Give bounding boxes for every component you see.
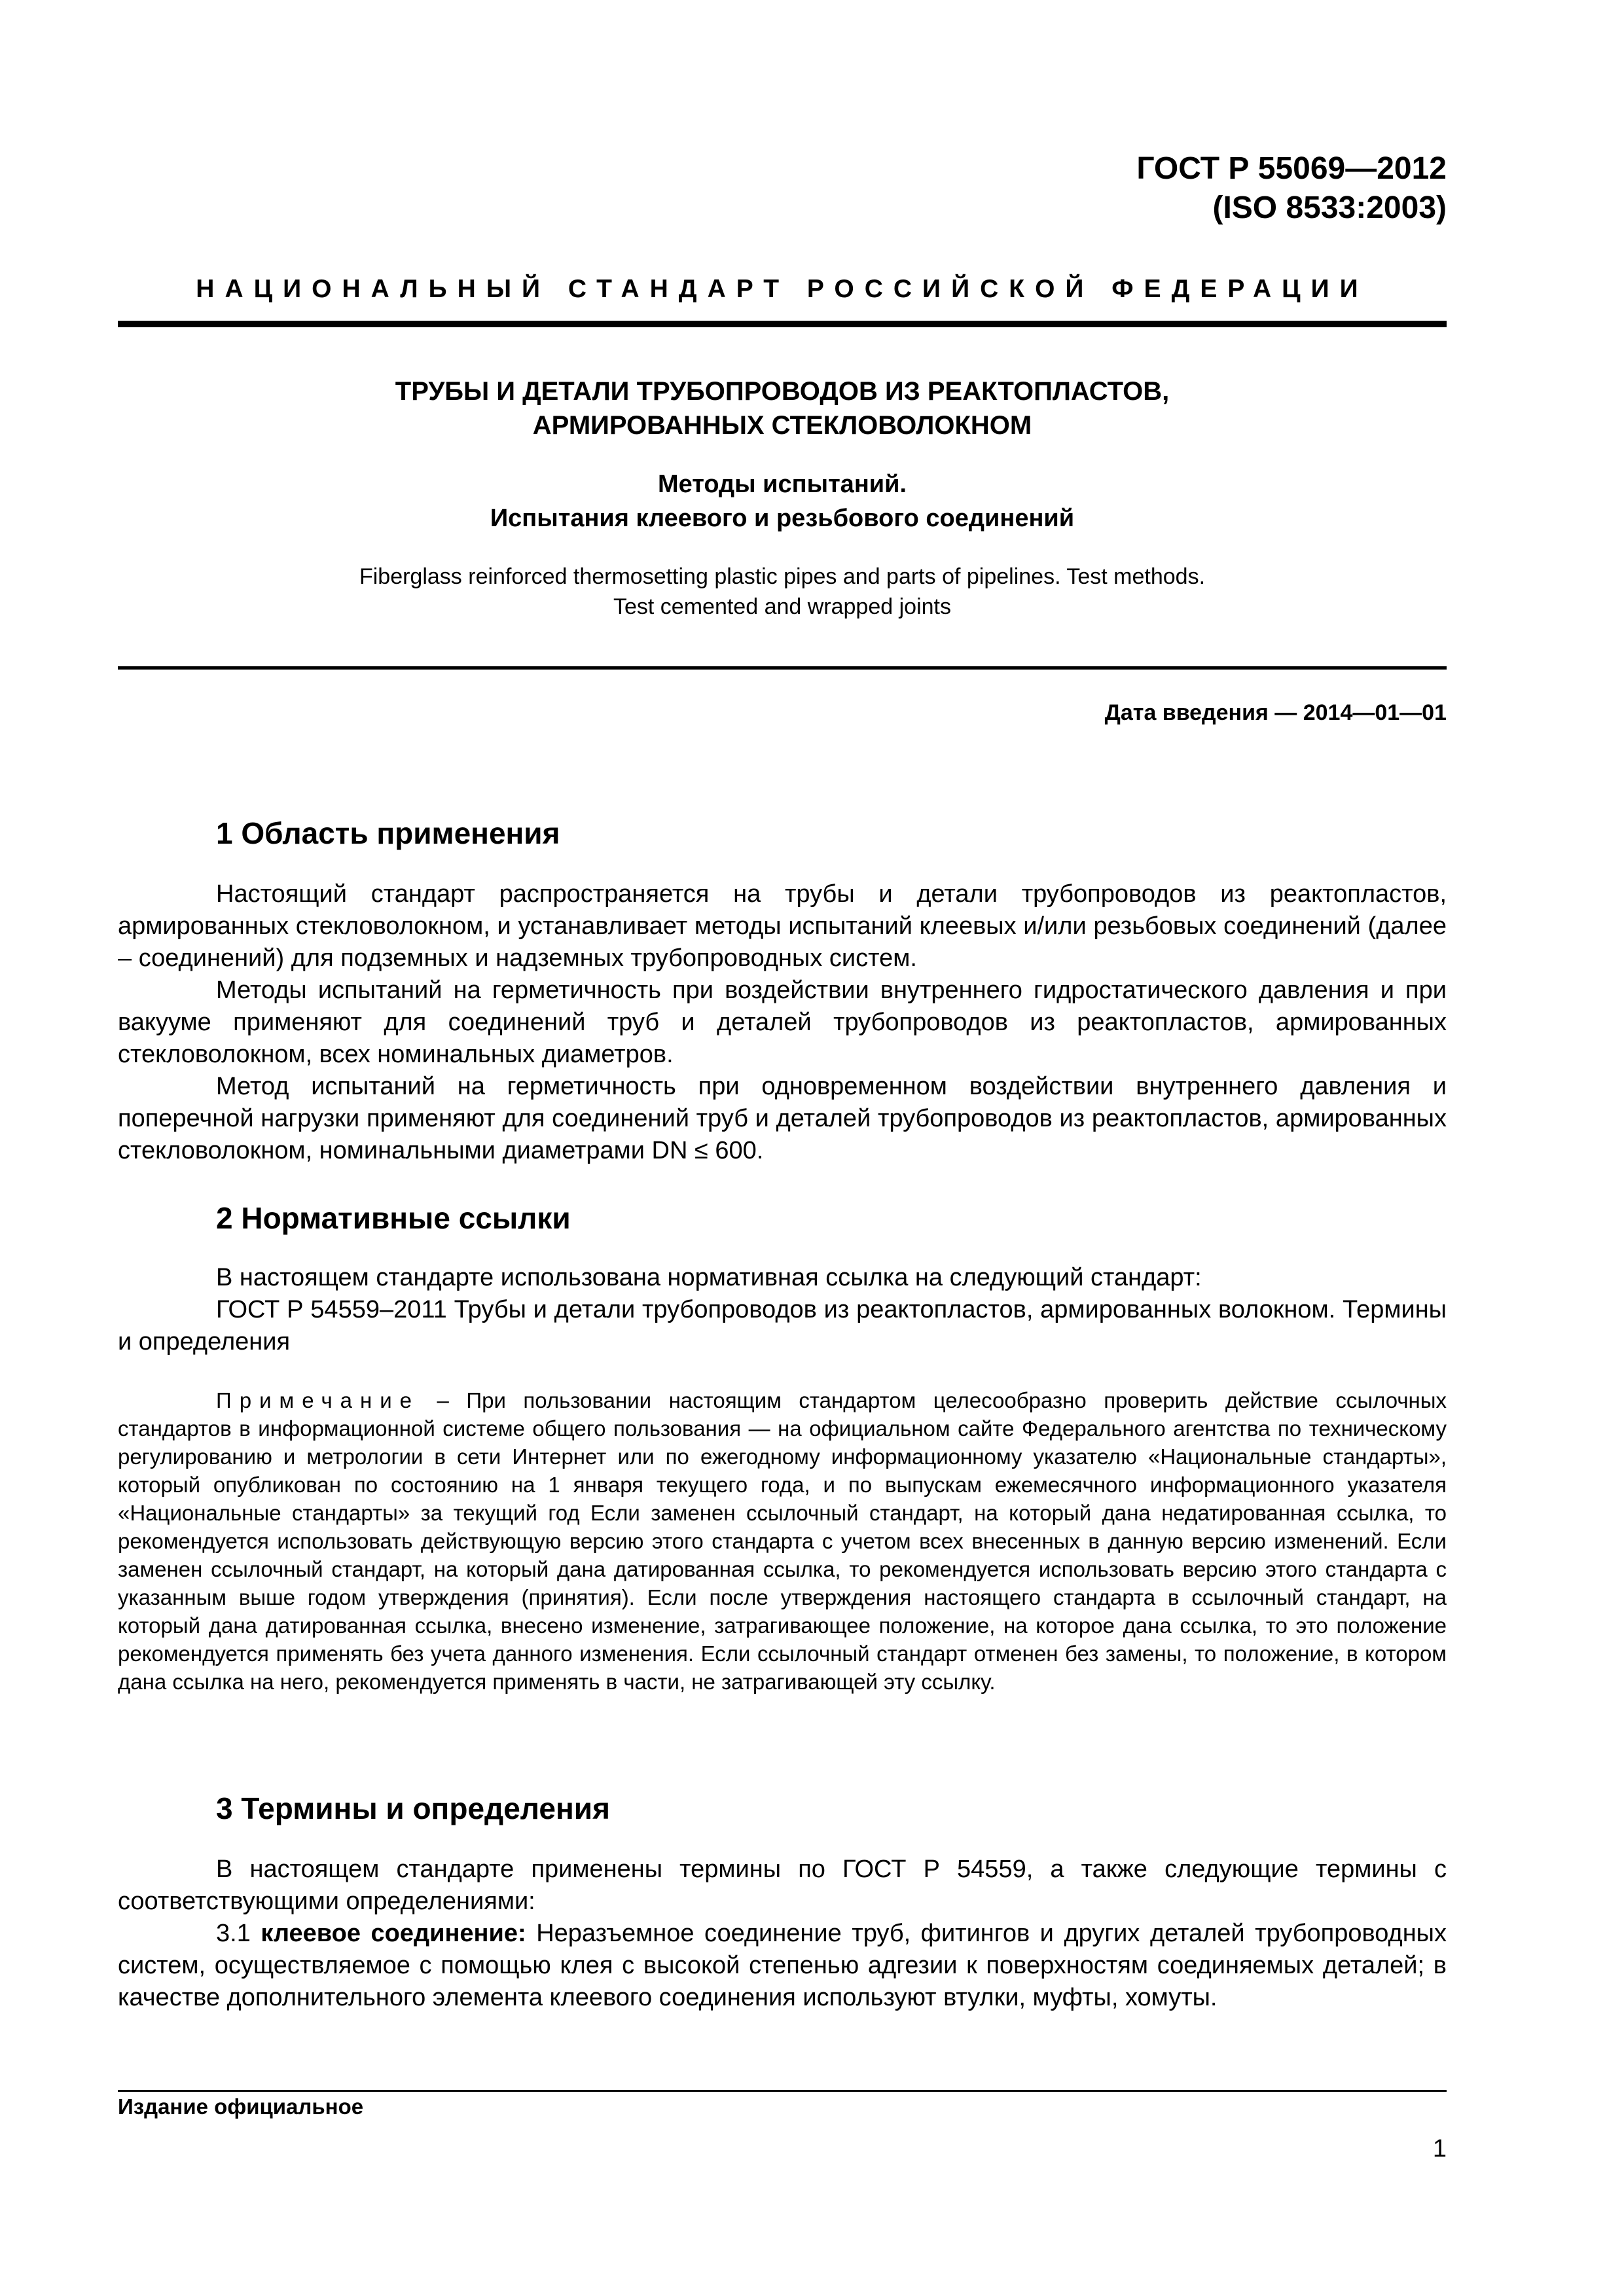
national-standard-caption: НАЦИОНАЛЬНЫЙ СТАНДАРТ РОССИЙСКОЙ ФЕДЕРАЦИИ: [196, 275, 1369, 303]
subtitle-line-2: Испытания клеевого и резьбового соединений: [490, 505, 1075, 532]
english-title-line-2: Test cemented and wrapped joints: [613, 594, 951, 619]
gost-number: ГОСТ Р 55069—2012: [1136, 151, 1447, 186]
title-line-1: ТРУБЫ И ДЕТАЛИ ТРУБОПРОВОДОВ ИЗ РЕАКТОПЛАСТОВ,: [395, 377, 1170, 406]
iso-number: (ISO 8533:2003): [1212, 190, 1447, 225]
term-definition: Неразъемное соединение труб, фитингов и других деталей трубопроводных систем, осуществляемое с помощью клея с высокой степенью адгезии к поверхностям соединяемых деталей; в качестве дополнительного элемента клеевого соединения используют втулки, муфты, хомуты.: [118, 1920, 1447, 2011]
term-number: 3.1: [216, 1920, 261, 1947]
english-title-line-1: Fiberglass reinforced thermosetting plastic pipes and parts of pipelines. Test methods.: [359, 564, 1206, 589]
page-number: 1: [1432, 2135, 1447, 2162]
note-label: Примечание: [216, 1388, 420, 1412]
section-2-paragraph-1: В настоящем стандарте использована нормативная ссылка на следующий стандарт:: [216, 1264, 1202, 1291]
document-subtitle: [118, 467, 1447, 535]
document-page: [118, 0, 1447, 2296]
term-name: клеевое соединение:: [261, 1920, 526, 1947]
note-text: – При пользовании настоящим стандартом целесообразно проверить действие ссылочных стандартов в информационной системе общего пользования — на официальном сайте Федерального агентства по техническому регулированию и метрологии в сети Интернет или по ежегодному информационному указателю «Национальные стандарты», который опубликован по состоянию на 1 января текущего года, и по выпускам ежемесячного информационного указателя «Национальные стандарты» за текущий год Если заменен ссылочный стандарт, на который дана недатированная ссылка, то рекомендуется использовать действующую версию этого стандарта с учетом всех внесенных в данную версию изменений. Если заменен ссылочный стандарт, на который дана датированная ссылка, то рекомендуется использовать версию этого стандарта с указанным выше годом утверждения (принятия). Если после утверждения настоящего стандарта в ссылочный стандарт, на который дана датированная ссылка, внесено изменение, затрагивающее положение, на которое дана ссылка, то это положение рекомендуется применять без учета данного изменения. Если ссылочный стандарт отменен без замены, то положение, в котором дана ссылка на него, рекомендуется применять в части, не затрагивающей эту ссылку.: [118, 1388, 1447, 1694]
subtitle-line-1: Методы испытаний.: [657, 471, 907, 498]
official-edition-label: Издание официальное: [118, 2094, 364, 2119]
section-1-heading: 1 Область применения: [216, 816, 560, 850]
section-3-heading: 3 Термины и определения: [216, 1791, 610, 1825]
document-title: [118, 374, 1447, 442]
section-3-paragraph-1: В настоящем стандарте применены термины по ГОСТ Р 54559, а также следующие термины с соответствующими определениями:: [118, 1856, 1447, 1915]
english-title: [118, 562, 1447, 622]
introduction-date: Дата введения — 2014—01—01: [1104, 700, 1447, 725]
title-line-2: АРМИРОВАННЫХ СТЕКЛОВОЛОКНОМ: [532, 411, 1032, 440]
standard-code: [1136, 149, 1447, 228]
note-paragraph: [118, 1386, 1447, 1696]
title-rule: [118, 666, 1447, 670]
section-1-paragraph-3: Метод испытаний на герметичность при одновременном воздействии внутреннего давления и поперечной нагрузки применяют для соединений труб и деталей трубопроводов из реактопластов, армированных стекловолокном, номинальными диаметрами DN ≤ 600.: [118, 1073, 1447, 1164]
term-3-1: [118, 1918, 1447, 2014]
section-1-paragraph-2: Методы испытаний на герметичность при воздействии внутреннего гидростатического давления и при вакууме применяют для соединений труб и деталей трубопроводов из реактопластов, армированных стекловолокном, всех номинальных диаметров.: [118, 977, 1447, 1068]
header-rule: [118, 321, 1447, 327]
section-1-paragraph-1: Настоящий стандарт распространяется на трубы и детали трубопроводов из реактопластов, армированных стекловолокном, и устанавливает методы испытаний клеевых и/или резьбовых соединений (далее – соединений) для подземных и надземных трубопроводных систем.: [118, 880, 1447, 972]
section-2-heading: 2 Нормативные ссылки: [216, 1201, 571, 1235]
footer-rule: [118, 2090, 1447, 2092]
section-2-paragraph-2: ГОСТ Р 54559–2011 Трубы и детали трубопроводов из реактопластов, армированных волокном. Термины и определения: [118, 1296, 1447, 1355]
